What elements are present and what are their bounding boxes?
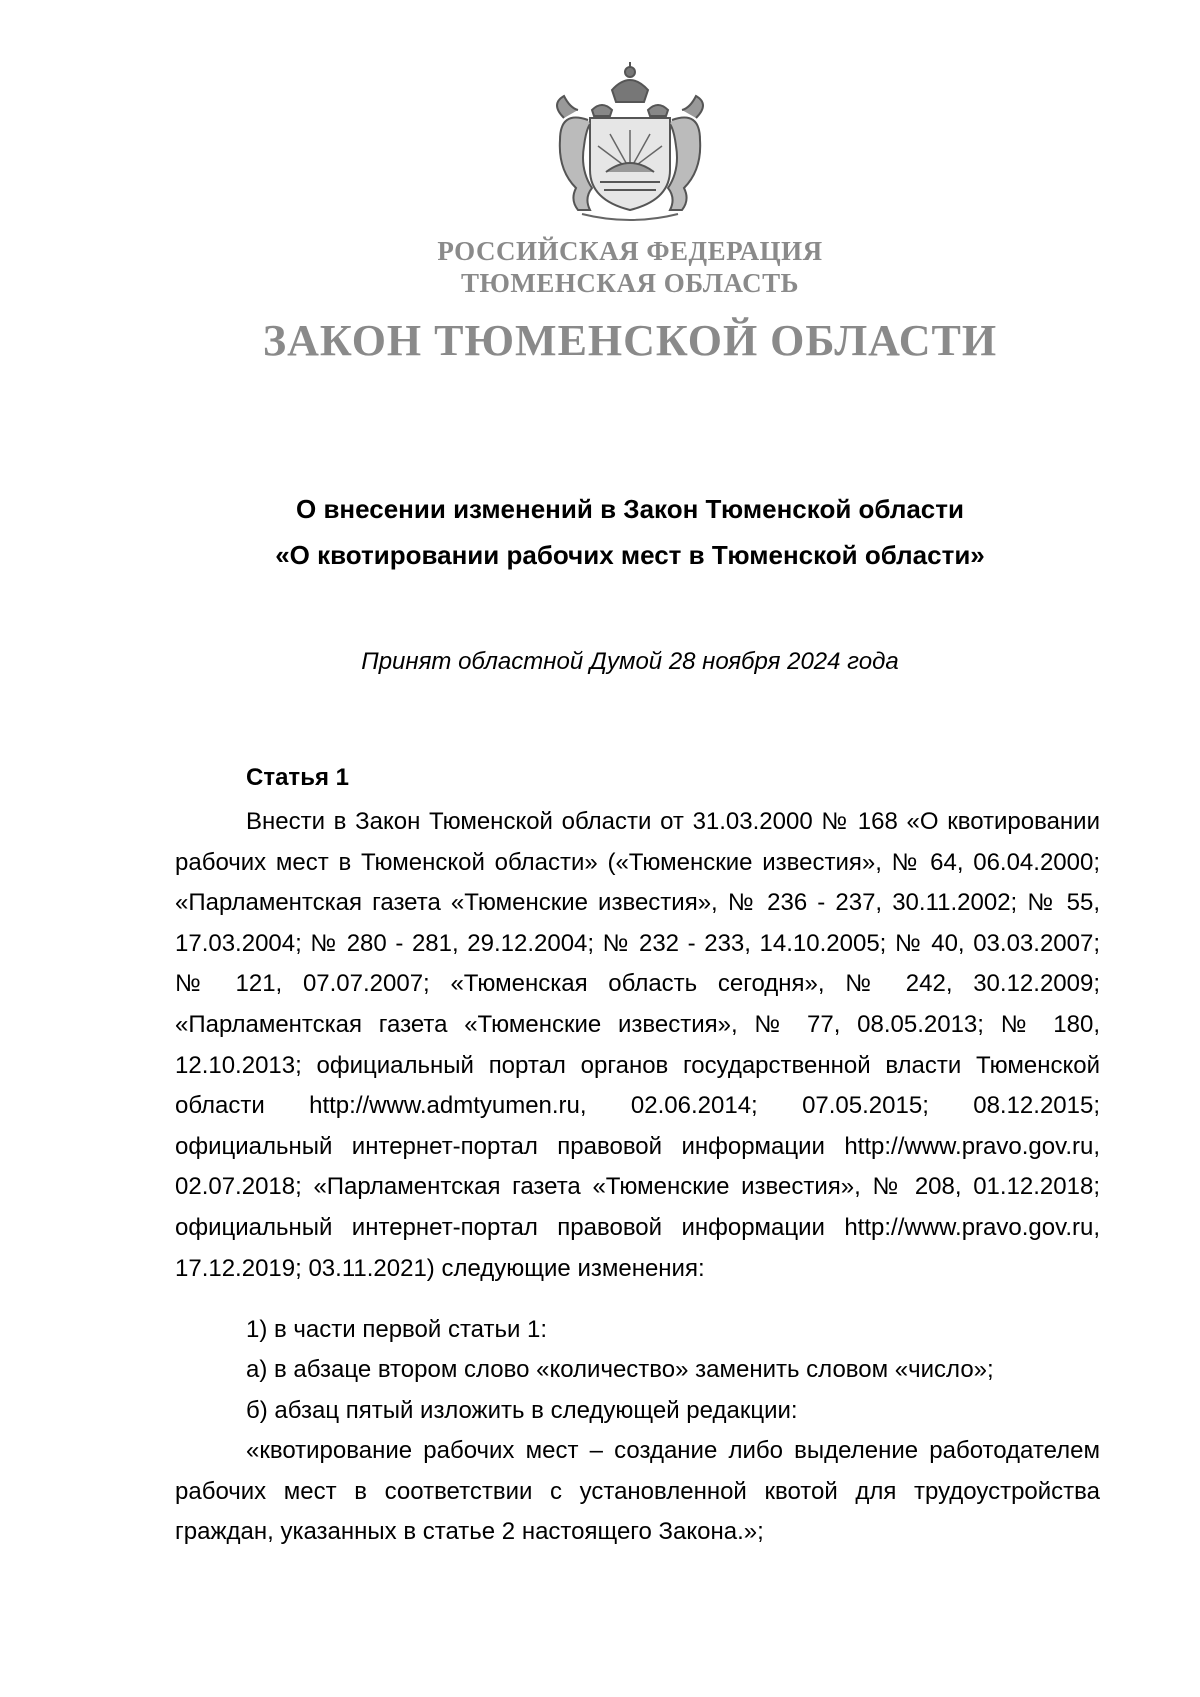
article-main-paragraph-block [175,802,1100,1289]
document-title-line1: О внесении изменений в Закон Тюменской области [296,494,964,524]
document-type-heading: ЗАКОН ТЮМЕНСКОЙ ОБЛАСТИ [262,316,998,365]
country-heading: РОССИЙСКАЯ ФЕДЕРАЦИЯ [437,236,823,266]
region-heading: ТЮМЕНСКАЯ ОБЛАСТЬ [460,268,800,298]
amendment-item-1b: б) абзац пятый изложить в следующей редакции: [246,1397,798,1424]
amendment-item-1b-block [175,1391,1100,1432]
amendment-item-1: 1) в части первой статьи 1: [246,1316,548,1343]
amendment-item-1a: а) в абзаце втором слово «количество» заменить словом «число»; [246,1356,994,1383]
article-heading: Статья 1 [246,764,349,791]
article-main-paragraph: Внести в Закон Тюменской области от 31.03.2000 № 168 «О квотировании рабочих мест в Тюменской области» («Тюменские известия», № 64, 06.04.2000; «Парламентская газета «Тюменские известия», № 236 - 237, 30.11.2002; № 55, 17.03.2004; № 280 - 281, 29.12.2004; № 232 - 233, 14.10.2005; № 40, 03.03.2007; № 121, 07.07.2007; «Тюменская область сегодня», № 242, 30.12.2009; «Парламентская газета «Тюменские известия», № 77, 08.05.2013; № 180, 12.10.2013; официальный портал органов государственной власти Тюменской области http://www.admtyumen.ru, 02.06.2014; 07.05.2015; 08.12.2015; официальный интернет-портал правовой информации http://www.pravo.gov.ru, 02.07.2018; «Парламентская газета «Тюменские известия», № 208, 01.12.2018; официальный интернет-портал правовой информации http://www.pravo.gov.ru, 17.12.2019; 03.11.2021) следующие изменения: [175,808,1100,1282]
amendment-quote-block [175,1431,1100,1553]
coat-of-arms-emblem [530,60,730,225]
amendment-item-1a-block [175,1350,1100,1391]
document-title-line2: «О квотировании рабочих мест в Тюменской области» [275,540,985,570]
adoption-note: Принят областной Думой 28 ноября 2024 года [361,648,899,675]
amendment-item-1-block [175,1310,1100,1351]
amendment-quote: «квотирование рабочих мест – создание либо выделение работодателем рабочих мест в соответствии с установленной квотой для трудоустройства граждан, указанных в статье 2 настоящего Закона.»; [175,1437,1100,1546]
